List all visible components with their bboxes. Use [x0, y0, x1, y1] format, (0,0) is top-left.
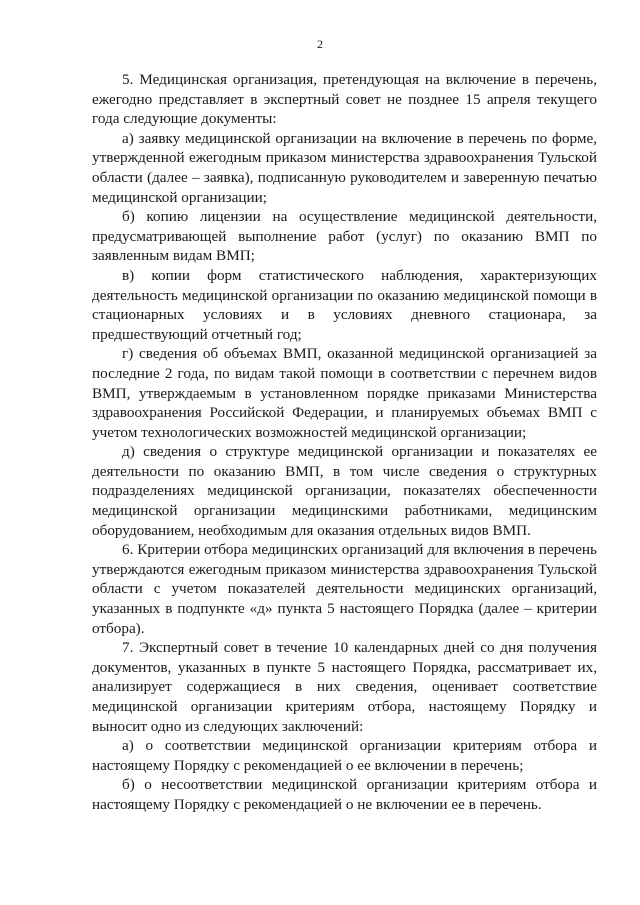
paragraph-5v: в) копии форм статистического наблюдения, характеризующих деятельность медицинской организации по оказанию медицинской помощи в стационарных условиях и в условиях дневного стационара, за предшествующий отчетный год; [92, 266, 597, 343]
paragraph-7a: а) о соответствии медицинской организации критериям отбора и настоящему Порядку с рекомендацией о ее включении в перечень; [92, 737, 597, 774]
paragraph-5b: б) копию лицензии на осуществление медицинской деятельности, предусматривающей выполнение работ (услуг) по оказанию ВМП по заявленным видам ВМП; [92, 208, 597, 265]
paragraph-5g: г) сведения об объемах ВМП, оказанной медицинской организацией за последние 2 года, по видам такой помощи в соответствии с перечнем видов ВМП, утверждаемым в установленном порядке приказами Министерства здравоохранения Российской Федерации, и планируемых объемах ВМП с учетом технологических возможностей медицинской организации; [92, 345, 597, 441]
paragraph-5d: д) сведения о структуре медицинской организации и показателях ее деятельности по оказанию ВМП, в том числе сведения о структурных подразделениях медицинской организации, показателях обеспеченности медицинской организации медицинскими работниками, медицинским оборудованием, необходимым для оказания отдельных видов ВМП. [92, 443, 597, 539]
paragraph-5a: а) заявку медицинской организации на включение в перечень по форме, утвержденной ежегодным приказом министерства здравоохранения Тульской области (далее – заявка), подписанную руководителем и заверенную печатью медицинской организации; [92, 129, 597, 206]
paragraph-7: 7. Экспертный совет в течение 10 календарных дней со дня получения документов, указанных в пункте 5 настоящего Порядка, рассматривает их, анализирует содержащиеся в них сведения, оценивает соответствие медицинской организации критериям отбора, настоящему Порядку и выносит одно из следующих заключений: [92, 639, 597, 735]
paragraph-5: 5. Медицинская организация, претендующая на включение в перечень, ежегодно представляет в экспертный совет не позднее 15 апреля текущего года следующие документы: [92, 71, 597, 128]
page-number: 2 [317, 37, 323, 51]
document-body [92, 70, 597, 815]
paragraph-7b: б) о несоответствии медицинской организации критериям отбора и настоящему Порядку с рекомендацией о не включении ее в перечень. [92, 776, 597, 813]
paragraph-6: 6. Критерии отбора медицинских организаций для включения в перечень утверждаются ежегодным приказом министерства здравоохранения Тульской области с учетом показателей деятельности медицинских организаций, указанных в подпункте «д» пункта 5 настоящего Порядка (далее – критерии отбора). [92, 541, 597, 637]
